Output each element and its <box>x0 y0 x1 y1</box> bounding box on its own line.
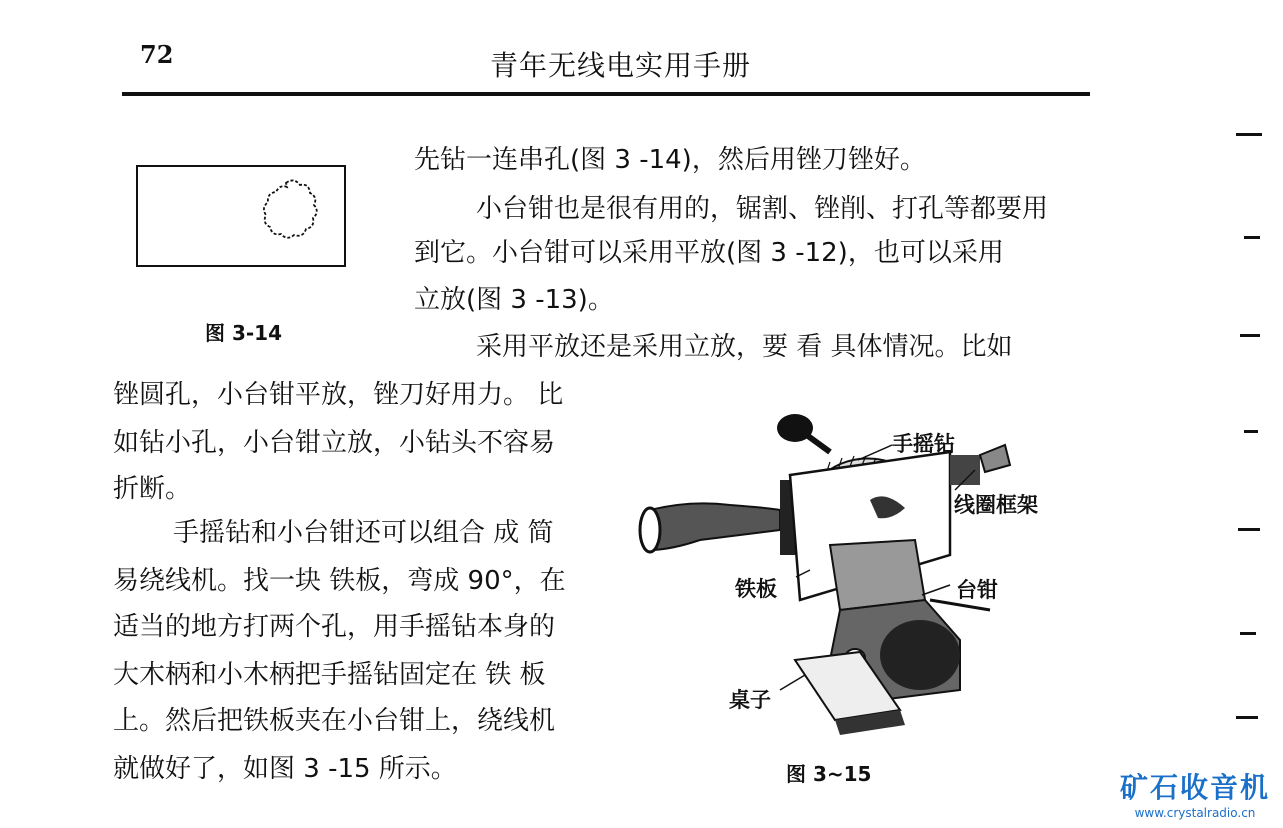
paragraph-line: 手摇钻和小台钳还可以组合 成 简 <box>173 518 554 548</box>
header-rule <box>122 92 1090 96</box>
figure-3-14-frame <box>136 165 346 267</box>
book-title: 青年无线电实用手册 <box>490 49 752 82</box>
paragraph-line: 上。然后把铁板夹在小台钳上，绕线机 <box>113 706 556 736</box>
paragraph-line: 就做好了，如图 3 -15 所示。 <box>113 754 457 784</box>
watermark <box>1115 766 1275 820</box>
paragraph-line: 到它。小台钳可以采用平放(图 3 -12)，也可以采用 <box>414 238 1004 268</box>
paragraph-line: 先钻一连串孔(图 3 -14)，然后用锉刀锉好。 <box>414 145 926 175</box>
small-handle-icon <box>777 414 830 452</box>
scan-mark <box>1240 334 1260 337</box>
paragraph-line: 立放(图 3 -13)。 <box>414 285 614 315</box>
flower-hole-outline <box>138 167 344 265</box>
paragraph-line: 锉圆孔，小台钳平放，锉刀好用力。 比 <box>113 380 564 410</box>
figure-3-15-caption: 图 3~15 <box>786 762 872 786</box>
page-number: 72 <box>140 40 174 69</box>
paragraph-line: 适当的地方打两个孔，用手摇钻本身的 <box>113 612 556 642</box>
scan-mark <box>1236 133 1262 136</box>
label-iron-plate: 铁板 <box>735 577 777 601</box>
label-hand-drill: 手摇钻 <box>892 432 955 456</box>
scan-mark <box>1240 632 1256 635</box>
watermark-title: 矿石收音机 <box>1119 771 1270 804</box>
label-vise: 台钳 <box>956 578 998 602</box>
scan-mark <box>1236 716 1258 719</box>
paragraph-line: 如钻小孔，小台钳立放，小钻头不容易 <box>113 428 556 458</box>
coil-frame-icon <box>950 445 1010 485</box>
figure-3-15-illustration <box>630 400 1050 740</box>
label-coil-frame: 线圈框架 <box>954 493 1038 517</box>
watermark-url: www.crystalradio.cn <box>1134 806 1256 820</box>
scan-mark <box>1244 430 1258 433</box>
scan-mark <box>1244 236 1260 239</box>
large-wooden-handle-icon <box>640 480 800 555</box>
paragraph-line: 大木柄和小木柄把手摇钻固定在 铁 板 <box>113 660 546 690</box>
figure-3-14-caption: 图 3-14 <box>205 321 283 345</box>
paragraph-line: 易绕线机。找一块 铁板，弯成 90°，在 <box>113 566 566 596</box>
label-table: 桌子 <box>729 688 771 712</box>
paragraph-line: 小台钳也是很有用的，锯割、锉削、打孔等都要用 <box>476 194 1049 224</box>
scan-mark <box>1238 528 1260 531</box>
paragraph-line: 采用平放还是采用立放，要 看 具体情况。比如 <box>476 332 1013 362</box>
paragraph-line: 折断。 <box>113 474 192 504</box>
